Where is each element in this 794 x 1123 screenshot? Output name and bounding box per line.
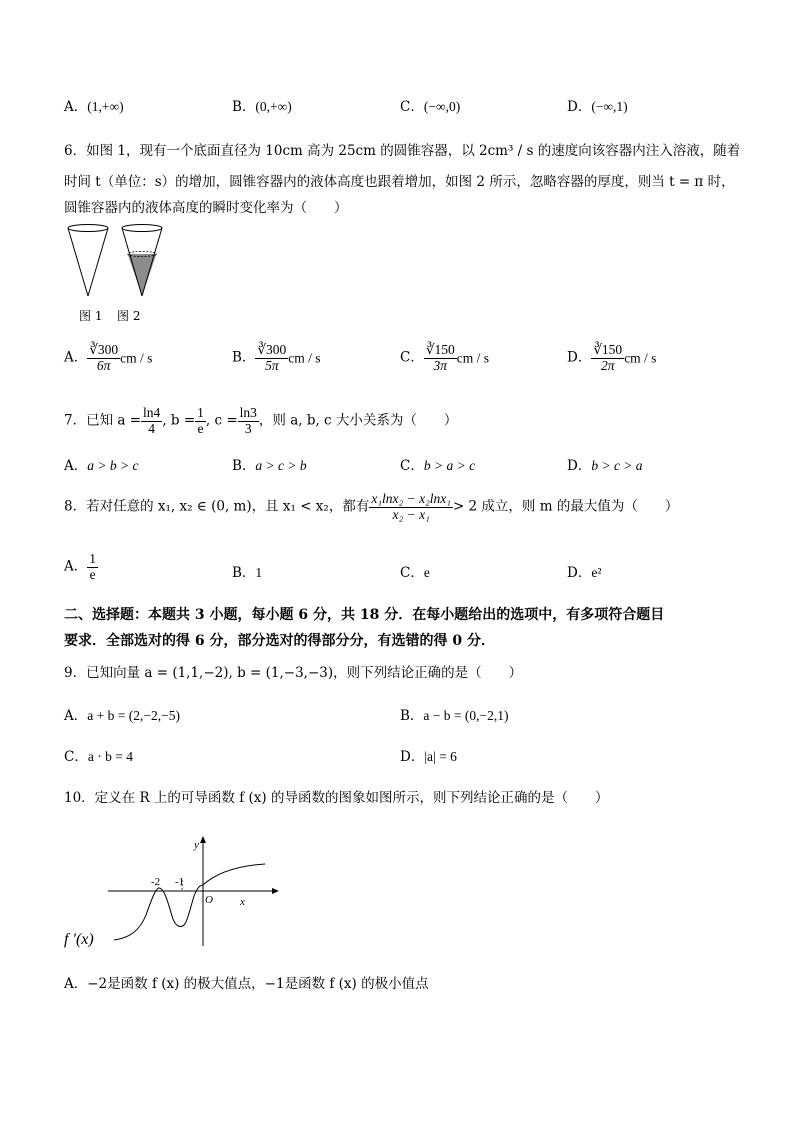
cone-figure-1 <box>68 225 108 297</box>
x-axis-arrow <box>272 888 279 894</box>
option-label: A． <box>64 458 88 474</box>
unit: cm / s <box>120 350 153 366</box>
unit: cm / s <box>624 350 657 366</box>
option-label: A． <box>64 708 88 724</box>
option-value: a · b = 4 <box>87 749 133 764</box>
y-axis-arrow <box>200 836 206 843</box>
option-label: D． <box>567 99 592 115</box>
q8-option-a <box>64 552 98 583</box>
curve-label: f ′(x) <box>64 931 94 948</box>
q9-option-d <box>400 750 457 765</box>
option-value: (−∞,1) <box>591 99 628 114</box>
option-value: 1 <box>255 565 263 580</box>
frac-num: ln4 <box>143 405 161 420</box>
frac-den: 4 <box>148 420 156 436</box>
frac-num: 1 <box>89 551 96 566</box>
frac-num: ln3 <box>239 405 257 420</box>
q7-suffix: ，则 a, b, c 大小关系为（ ） <box>258 412 458 429</box>
option-label: D． <box>567 458 592 474</box>
q10-stem: 10．定义在 R 上的可导函数 f (x) 的导函数的图象如图所示，则下列结论正确的是（ ） <box>64 790 609 806</box>
option-value: a − b = (0,−2,1) <box>423 708 509 723</box>
option-value: a > c > b <box>255 458 307 473</box>
option-label: C． <box>64 749 88 765</box>
q8-suffix: > 2 成立，则 m 的最大值为（ ） <box>452 498 679 515</box>
q6-option-d <box>567 343 656 374</box>
q7-option-a <box>64 459 138 474</box>
section2-line1: 二、选择题：本题共 3 小题，每小题 6 分，共 18 分．在每小题给出的选项中，有多项符合题目 <box>64 607 665 623</box>
unit: cm / s <box>456 350 489 366</box>
frac-num: x₁lnx₂ − x₂lnx₁ <box>371 491 451 506</box>
frac-num: ∛300 <box>89 342 119 357</box>
option-label: C． <box>400 349 424 366</box>
frac-den: e <box>197 420 204 436</box>
q7-b-pre: , b = <box>162 412 196 429</box>
q7-prefix: 7．已知 a = <box>64 412 142 429</box>
q7-stem <box>64 406 457 437</box>
option-label: D． <box>567 565 592 581</box>
q9-option-b <box>400 709 509 724</box>
y-axis-label: y <box>194 839 199 851</box>
q10-option-a: A．−2是函数 f (x) 的极大值点，−1是函数 f (x) 的极小值点 <box>64 976 429 992</box>
option-label: C． <box>400 458 424 474</box>
q5-option-c <box>400 100 460 115</box>
option-label: A． <box>64 558 88 575</box>
option-value: b > c > a <box>591 458 643 473</box>
frac-den: 3π <box>433 357 448 373</box>
option-label: A． <box>64 99 88 115</box>
frac-den: x₂ − x₁ <box>392 506 430 522</box>
q9-option-a <box>64 709 180 724</box>
option-value: e <box>423 565 430 580</box>
q5-option-a <box>64 100 124 115</box>
option-label: B． <box>400 708 424 724</box>
q8-option-b <box>232 566 262 581</box>
q7-c-pre: , c = <box>205 412 238 429</box>
q6-stem-line2: 时间 t（单位：s）的增加，圆锥容器内的液体高度也跟着增加，如图 2 所示，忽略容器的厚度，则当 t = π 时， <box>64 174 735 190</box>
q7-option-d <box>567 459 643 474</box>
q7-option-c <box>400 459 475 474</box>
frac-den: 6π <box>96 357 111 373</box>
q8-option-c <box>400 566 430 581</box>
x-axis-label: x <box>240 896 245 908</box>
option-value: |a| = 6 <box>424 749 457 764</box>
option-label: B． <box>232 565 256 581</box>
q9-option-c <box>64 750 133 765</box>
q6-stem-line1: 6．如图 1，现有一个底面直径为 10cm 高为 25cm 的圆锥容器，以 2cm³ / s 的速度向该容器内注入溶液，随着 <box>64 143 741 159</box>
frac-num: ∛300 <box>257 342 287 357</box>
cone-figures <box>62 222 172 304</box>
q7-option-b <box>232 459 307 474</box>
option-value: (1,+∞) <box>87 99 124 114</box>
option-value: (−∞,0) <box>423 99 461 114</box>
fig2-caption: 图 2 <box>117 309 141 323</box>
q6-option-c <box>400 343 489 374</box>
option-value: a + b = (2,−2,−5) <box>87 708 180 723</box>
q6-option-b <box>232 343 321 374</box>
q8-option-d <box>567 566 601 581</box>
derivative-graph <box>60 830 300 960</box>
frac-den: 2π <box>601 357 615 373</box>
option-label: D． <box>567 349 592 366</box>
q6-stem-line3: 圆锥容器内的液体高度的瞬时变化率为（ ） <box>64 200 348 216</box>
option-label: C． <box>400 99 424 115</box>
unit: cm / s <box>288 350 321 366</box>
fig1-caption: 图 1 <box>79 309 103 323</box>
q8-prefix: 8．若对任意的 x₁, x₂ ∈ (0, m)，且 x₁ < x₂，都有 <box>64 498 370 515</box>
option-value: b > a > c <box>423 458 476 473</box>
q5-option-d <box>567 100 628 115</box>
q9-stem: 9．已知向量 a = (1,1,−2), b = (1,−3,−3)，则下列结论正确的是（ ） <box>64 665 523 681</box>
frac-den: 5π <box>265 357 279 373</box>
option-label: B． <box>232 349 256 366</box>
cone-figure-2 <box>122 225 162 297</box>
option-value: e² <box>591 565 602 580</box>
frac-den: e <box>89 566 96 582</box>
frac-num: ∛150 <box>593 342 623 357</box>
option-label: B． <box>232 99 256 115</box>
option-label: B． <box>232 458 256 474</box>
option-label: D． <box>400 749 425 765</box>
option-value: (0,+∞) <box>255 99 292 114</box>
frac-den: 3 <box>244 420 252 436</box>
option-label: C． <box>400 565 424 581</box>
section2-line2: 要求．全部选对的得 6 分，部分选对的得部分分，有选错的得 0 分． <box>64 633 495 649</box>
frac-num: 1 <box>197 405 204 420</box>
tick-label-minus1: -1 <box>175 876 185 888</box>
tick-label-minus2: -2 <box>151 876 161 888</box>
q5-option-b <box>232 100 292 115</box>
q8-stem <box>64 492 678 523</box>
q6-option-a <box>64 343 152 374</box>
frac-num: ∛150 <box>425 342 455 357</box>
option-label: A． <box>64 349 88 366</box>
origin-label: O <box>205 894 213 906</box>
option-value: a > b > c <box>87 458 139 473</box>
